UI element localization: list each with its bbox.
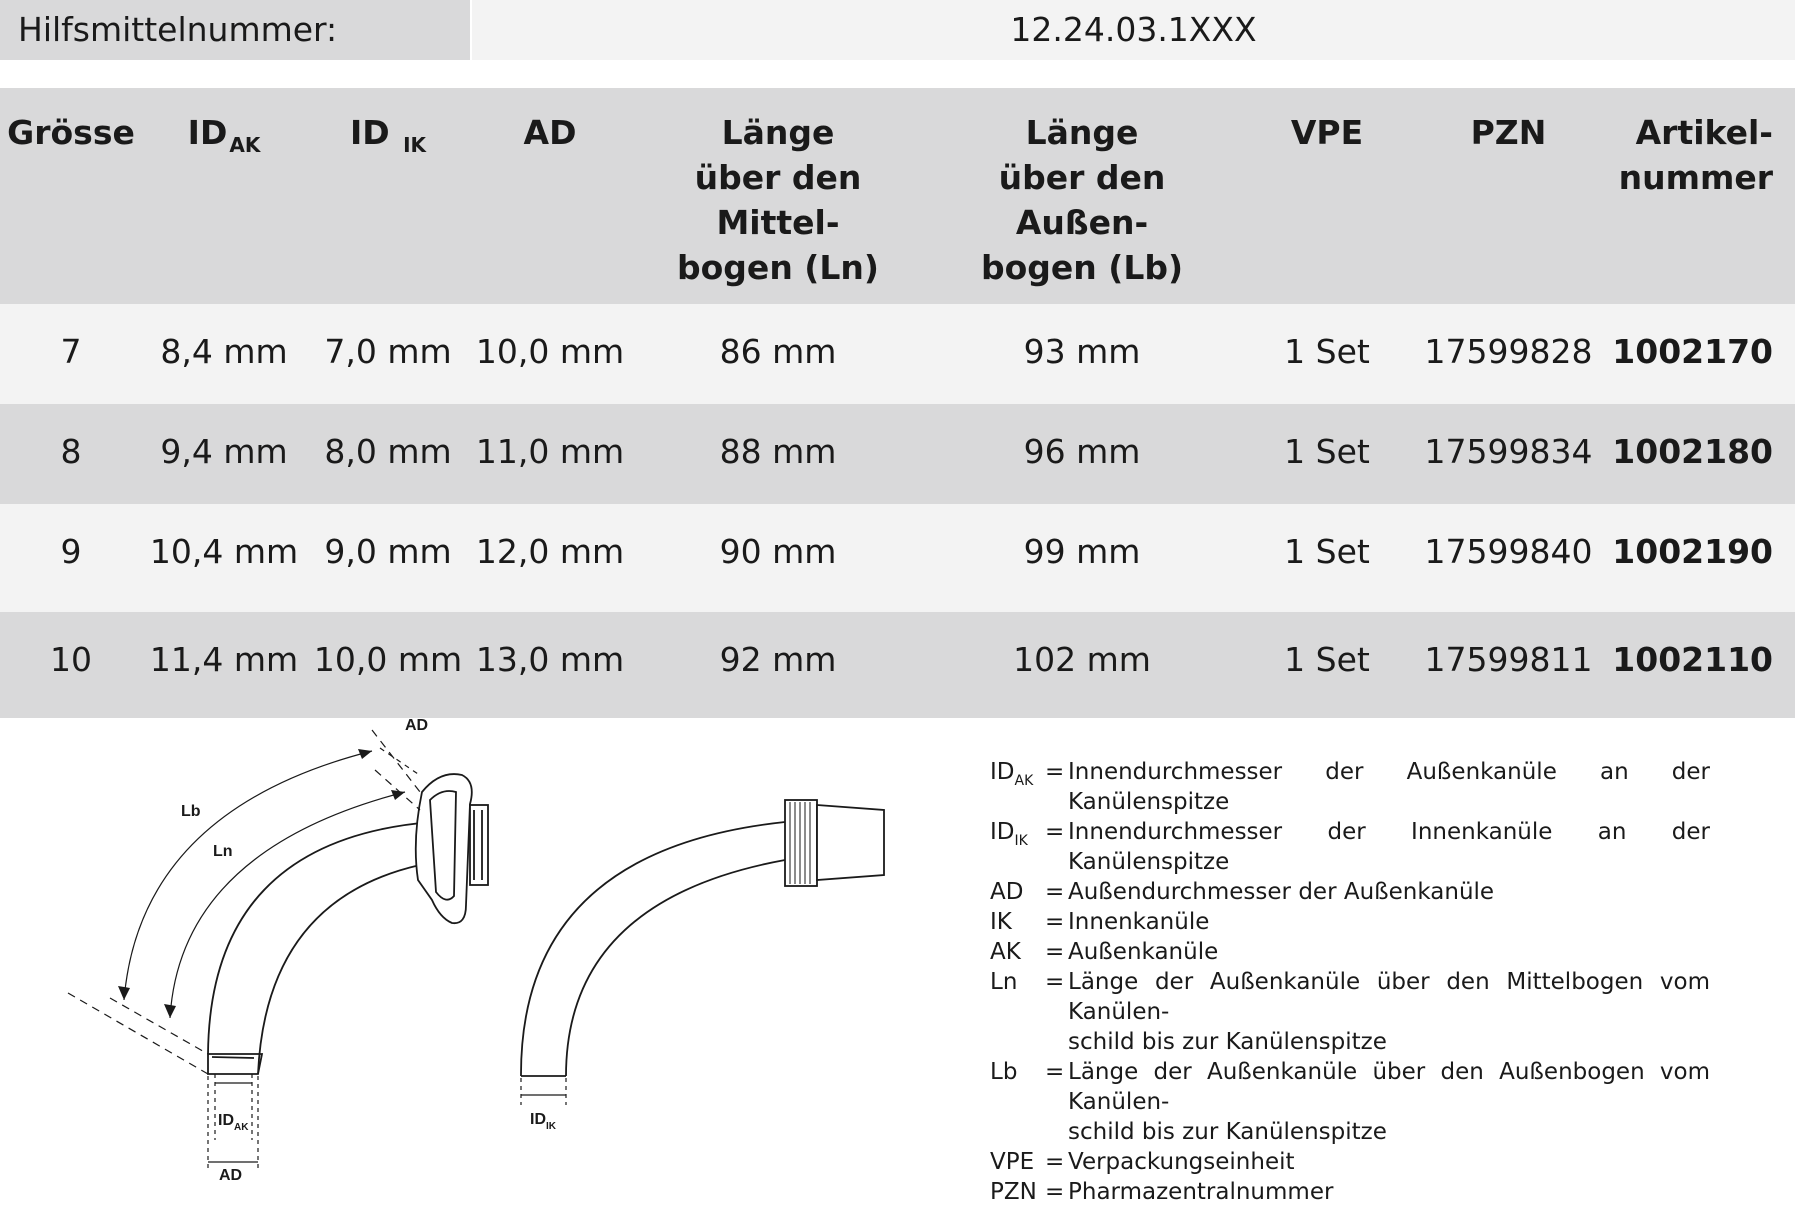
figure-label-ad-bottom: AD <box>219 1167 243 1184</box>
legend-equals: = <box>1045 759 1065 785</box>
legend-item <box>990 877 1710 907</box>
cell-vpe: 1 Set <box>1238 304 1416 404</box>
legend-abbr: VPE <box>990 1149 1035 1175</box>
table-header-row <box>0 88 1795 304</box>
legend-abbr-sub: IK <box>1014 833 1028 849</box>
header-id-ik-label: ID <box>349 113 390 152</box>
cannula-technical-drawing <box>0 700 960 1189</box>
dimension-id-ik-lines <box>521 1078 566 1105</box>
header-id-ak <box>142 88 306 304</box>
legend-definition-multiline <box>1068 967 1710 1057</box>
legend-abbr: AD <box>990 879 1024 905</box>
cell-groesse: 8 <box>0 404 142 504</box>
legend-definition-continued: schild bis zur Kanülenspitze <box>1068 1119 1387 1145</box>
legend-definition: Außendurchmesser der Außenkanüle <box>1068 879 1495 905</box>
dimension-ad-top-dashes <box>380 748 418 774</box>
header-art-line1: Artikel- <box>1635 113 1773 152</box>
dimension-ln-arrow-start <box>164 1004 176 1018</box>
cell-id-ak: 11,4 mm <box>142 612 306 718</box>
cell-artikelnummer: 1002170 <box>1601 304 1795 404</box>
legend-abbr <box>990 757 1045 817</box>
table-row <box>0 504 1795 612</box>
hilfsmittel-label: Hilfsmittelnummer: <box>0 0 470 60</box>
legend-abbr: PZN <box>990 1179 1037 1205</box>
inner-cannula-inner-wall <box>566 860 785 1076</box>
header-id-ak-sub: AK <box>229 133 261 157</box>
figure-label-ad-top: AD <box>405 717 429 734</box>
legend-definition: Pharmazentralnummer <box>1068 1179 1334 1205</box>
cell-pzn: 17599834 <box>1416 404 1601 504</box>
legend-definition: Innenkanüle <box>1068 909 1210 935</box>
header-ad-label: AD <box>523 113 577 152</box>
legend-equals: = <box>1045 969 1065 995</box>
dimension-ln-arc <box>170 792 405 1018</box>
cell-id-ak: 9,4 mm <box>142 404 306 504</box>
outer-cannula-connector <box>470 805 488 885</box>
abbreviation-legend <box>990 757 1710 1207</box>
legend-abbr: AK <box>990 939 1021 965</box>
cell-pzn: 17599840 <box>1416 504 1601 612</box>
legend-definition-continued: schild bis zur Kanülenspitze <box>1068 1029 1387 1055</box>
outer-cannula-inner-wall <box>258 865 420 1074</box>
header-ln-line1: Länge <box>721 113 835 152</box>
cell-vpe: 1 Set <box>1238 504 1416 612</box>
header-vpe <box>1238 88 1416 304</box>
header-lb <box>926 88 1238 304</box>
cell-ad: 12,0 mm <box>470 504 630 612</box>
figure-label-lb: Lb <box>181 803 201 820</box>
cell-id-ak: 8,4 mm <box>142 304 306 404</box>
header-ad <box>470 88 630 304</box>
legend-equals: = <box>1045 939 1065 965</box>
legend-item <box>990 757 1710 817</box>
legend-equals: = <box>1045 909 1065 935</box>
legend-definition-multiline <box>1068 1057 1710 1147</box>
cell-id-ik: 8,0 mm <box>306 404 470 504</box>
header-lb-line3: bogen (Lb) <box>980 248 1184 287</box>
cell-vpe: 1 Set <box>1238 612 1416 718</box>
legend-item <box>990 1177 1710 1207</box>
cell-lb: 93 mm <box>926 304 1238 404</box>
legend-definition: Verpackungseinheit <box>1068 1149 1295 1175</box>
legend-item <box>990 1057 1710 1147</box>
header-art-line2: nummer <box>1618 158 1773 197</box>
cell-groesse: 10 <box>0 612 142 718</box>
cell-artikelnummer: 1002180 <box>1601 404 1795 504</box>
legend-equals: = <box>1045 1179 1065 1205</box>
legend-item <box>990 1147 1710 1177</box>
cell-id-ak: 10,4 mm <box>142 504 306 612</box>
cell-ad: 13,0 mm <box>470 612 630 718</box>
cell-pzn: 17599828 <box>1416 304 1601 404</box>
inner-cannula-outer-wall <box>521 822 785 1076</box>
legend-definition: Innendurchmesser der Außenkanüle an der Kanülenspitze <box>1068 759 1710 815</box>
cell-lb: 96 mm <box>926 404 1238 504</box>
legend-item <box>990 967 1710 1057</box>
header-ln-line2: über den Mittel- <box>694 158 862 242</box>
cell-pzn: 17599811 <box>1416 612 1601 718</box>
header-id-ik <box>306 88 470 304</box>
hilfsmittel-value: 12.24.03.1XXX <box>472 0 1795 60</box>
cell-id-ik: 10,0 mm <box>306 612 470 718</box>
legend-abbr: Ln <box>990 969 1018 995</box>
legend-equals: = <box>1045 879 1065 905</box>
legend-definition: Innendurchmesser der Innenkanüle an der Kanülenspitze <box>1068 819 1710 875</box>
product-table <box>0 88 1795 718</box>
dimension-lb-arrow-end <box>358 749 372 759</box>
legend-abbr: Lb <box>990 1059 1018 1085</box>
figure-label-id-ak <box>218 1112 249 1133</box>
cell-lb: 99 mm <box>926 504 1238 612</box>
figure-label-id-ak-main: ID <box>218 1112 234 1129</box>
cell-artikelnummer: 1002190 <box>1601 504 1795 612</box>
legend-abbr: IK <box>990 909 1012 935</box>
header-pzn <box>1416 88 1601 304</box>
cell-ln: 92 mm <box>630 612 926 718</box>
legend-abbr-text: ID <box>990 759 1015 785</box>
figure-label-id-ak-sub: AK <box>234 1122 249 1133</box>
cell-ln: 88 mm <box>630 404 926 504</box>
outer-cannula-outer-wall <box>208 822 432 1054</box>
legend-equals: = <box>1045 1059 1065 1085</box>
legend-item <box>990 817 1710 877</box>
dimension-ln-arrow-end <box>391 790 405 800</box>
header-ln-line3: bogen (Ln) <box>677 248 879 287</box>
legend-item <box>990 907 1710 937</box>
header-lb-line2: über den Außen- <box>998 158 1166 242</box>
cell-id-ik: 7,0 mm <box>306 304 470 404</box>
inner-cannula-drawing <box>521 800 884 1076</box>
inner-cannula-cone <box>817 805 884 880</box>
dimension-lb-arrow-start <box>118 986 130 1000</box>
figure-label-id-ik-sub: IK <box>546 1121 556 1132</box>
legend-equals: = <box>1045 819 1065 845</box>
cell-ln: 86 mm <box>630 304 926 404</box>
cell-vpe: 1 Set <box>1238 404 1416 504</box>
cell-lb: 102 mm <box>926 612 1238 718</box>
legend-item <box>990 937 1710 967</box>
cell-ad: 10,0 mm <box>470 304 630 404</box>
header-lb-line1: Länge <box>1025 113 1139 152</box>
outer-cannula-shield <box>416 774 472 923</box>
header-id-ik-sub: IK <box>403 133 427 157</box>
dimension-lb-arc <box>124 751 372 1000</box>
cell-groesse: 7 <box>0 304 142 404</box>
cell-ad: 11,0 mm <box>470 404 630 504</box>
cell-artikelnummer: 1002110 <box>1601 612 1795 718</box>
legend-definition: Länge der Außenkanüle über den Mittelbogen vom Kanülen- <box>1068 969 1710 1025</box>
legend-abbr <box>990 817 1045 877</box>
cell-id-ik: 9,0 mm <box>306 504 470 612</box>
header-artikelnummer <box>1601 88 1795 304</box>
table-row <box>0 304 1795 404</box>
figure-label-ln: Ln <box>213 843 233 860</box>
legend-equals: = <box>1045 1149 1065 1175</box>
figure-label-id-ik-main: ID <box>530 1111 546 1128</box>
header-groesse-label: Grösse <box>7 113 135 152</box>
header-id-ak-label: ID <box>187 113 228 152</box>
header-ln <box>630 88 926 304</box>
cell-groesse: 9 <box>0 504 142 612</box>
hilfsmittel-row <box>0 0 1795 60</box>
legend-definition: Außenkanüle <box>1068 939 1219 965</box>
legend-abbr-text: ID <box>990 819 1015 845</box>
legend-definition: Länge der Außenkanüle über den Außenbogen vom Kanülen- <box>1068 1059 1710 1115</box>
outer-cannula-tip-bevel <box>212 1057 254 1058</box>
legend-abbr-sub: AK <box>1014 773 1034 789</box>
header-groesse <box>0 88 142 304</box>
table-row <box>0 404 1795 504</box>
figure-label-id-ik <box>530 1111 557 1132</box>
header-vpe-label: VPE <box>1290 113 1364 152</box>
header-pzn-label: PZN <box>1470 113 1547 152</box>
outer-cannula-drawing <box>208 774 488 1074</box>
dimension-dashed-lines <box>68 730 420 1074</box>
cell-ln: 90 mm <box>630 504 926 612</box>
